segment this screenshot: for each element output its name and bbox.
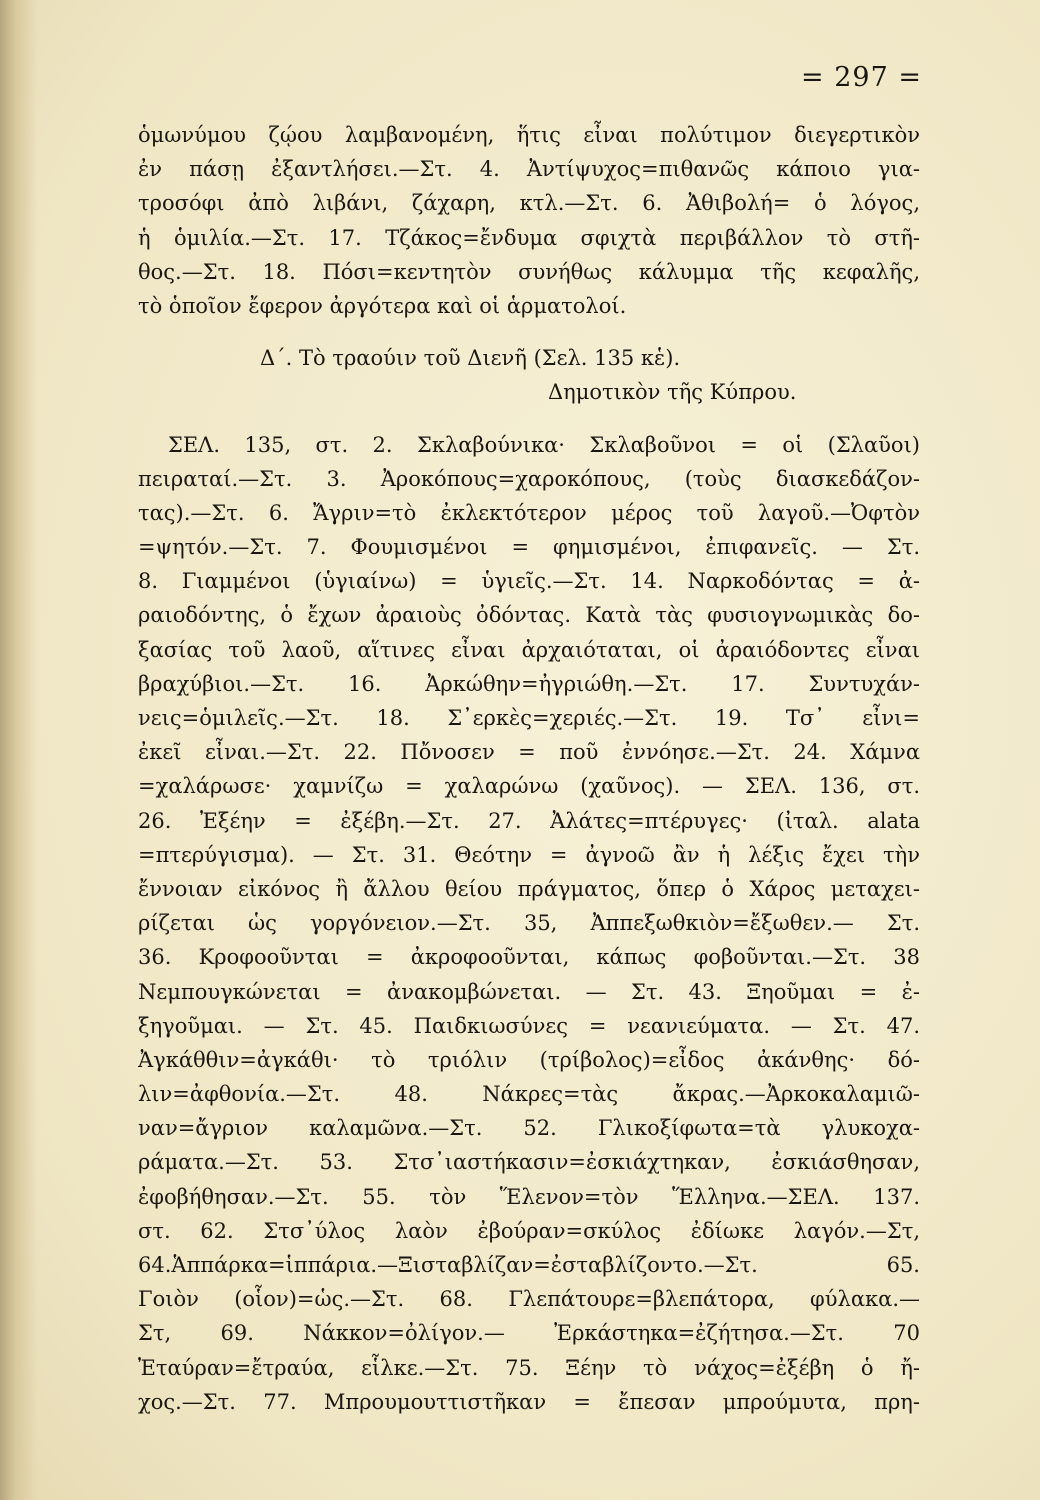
text-line: νεις=ὁμιλεῖς.—Στ. 18. Σ᾿ερκὲς=χεριές.—Στ. 19. Τσ᾿ εἶνι= [138, 706, 920, 730]
text-line: Νεμπουγκώνεται = ἀνακομβώνεται. — Στ. 43. Ξηοῦμαι = ἐ- [138, 979, 920, 1004]
text-line: =χαλάρωσε· χαμνίζω = χαλαρώνω (χαῦνος). — ΣΕΛ. 136, στ. [138, 774, 920, 799]
text-line: 64.Ἁππάρκα=ἱππάρια.—Ξισταβλίζαν=ἐσταβλίζοντο.—Στ. 65. [138, 1253, 920, 1277]
text-line: Ἀγκάθθιν=ἀγκάθι· τὸ τριόλιν (τρίβολος)=εἶδος ἀκάνθης· δό- [138, 1047, 920, 1072]
page-binding-edge [0, 0, 38, 1500]
text-line: ρίζεται ὡς γοργόνειον.—Στ. 35, Ἀππεξωθκιὸν=ἔξωθεν.— Στ. [138, 911, 920, 936]
page-number: = 297 = [801, 62, 922, 93]
text-line: βραχύβιοι.—Στ. 16. Ἀρκώθην=ἠγριώθη.—Στ. 17. Συντυχάν- [138, 671, 920, 696]
text-line: τας).—Στ. 6. Ἄγριν=τὸ ἐκλεκτότερον μέρος τοῦ λαγοῦ.—Ὀφτὸν [138, 500, 920, 525]
text-line: ἐκεῖ εἶναι.—Στ. 22. Πὄνοσεν = ποῦ ἐννόησε.—Στ. 24. Χάμνα [138, 740, 920, 765]
text-line: 36. Κροφοοῦνται = ἀκροφοοῦνται, κάπως φοβοῦνται.—Στ. 38 [138, 945, 920, 970]
text-line: ἐν πάσῃ ἐξαντλήσει.—Στ. 4. Ἀντίψυχος=πιθανῶς κάποιο για- [138, 157, 920, 182]
text-line: =πτερύγισμα). — Στ. 31. Θεότην = ἀγνοῶ ἂν ἡ λέξις ἔχει τὴν [138, 842, 920, 867]
text-line: πειραταί.—Στ. 3. Ἀροκόπους=χαροκόπους, (τοὺς διασκεδάζον- [138, 466, 920, 491]
text-line: στ. 62. Στσ᾿ύλος λαὸν ἐβούραν=σκύλος ἐδίωκε λαγόν.—Στ, [138, 1218, 920, 1243]
text-line: ξηγοῦμαι. — Στ. 45. Παιδκιωσύνες = νεανιεύματα. — Στ. 47. [138, 1013, 920, 1038]
text-line: τροσόφι ἀπὸ λιβάνι, ζάχαρη, κτλ.—Στ. 6. Ἀθιβολή= ὁ λόγος, [138, 191, 920, 216]
text-line: Δημοτικὸν τῆς Κύπρου. [548, 380, 797, 405]
text-line: χος.—Στ. 77. Μπρουμουττιστῆκαν = ἔπεσαν μπρούμυτα, πρη- [138, 1389, 920, 1414]
text-line: Δ΄. Τὸ τραούιν τοῦ Διενῆ (Σελ. 135 κἑ). [260, 346, 681, 371]
text-line: ραιοδόντης, ὁ ἔχων ἀραιοὺς ὀδόντας. Κατὰ τὰς φυσιογνωμικὰς δο- [138, 603, 920, 628]
text-line: ξασίας τοῦ λαοῦ, αἵτινες εἶναι ἀρχαιόταται, οἱ ἀραιόδοντες εἶναι [138, 637, 920, 662]
text-line: ράματα.—Στ. 53. Στσ᾿ιαστήκασιν=ἐσκιάχτηκαν, ἐσκιάσθησαν, [138, 1150, 920, 1175]
text-line: Ἐταύραν=ἔτραύα, εἷλκε.—Στ. 75. Ξέην τὸ νάχος=ἐξέβη ὁ ἤ- [138, 1355, 920, 1380]
text-line: ἔννοιαν εἰκόνος ἢ ἄλλου θείου πράγματος, ὅπερ ὁ Χάρος μεταχει- [138, 876, 920, 901]
text-line: θος.—Στ. 18. Πόσι=κεντητὸν συνήθως κάλυμμα τῆς κεφαλῆς, [138, 259, 920, 284]
text-line: ΣΕΛ. 135, στ. 2. Σκλαβούνικα· Σκλαβοῦνοι = οἱ (Σλαῦοι) [168, 432, 920, 457]
text-line: ὁμωνύμου ζῴου λαμβανομένη, ἥτις εἶναι πολύτιμον διεγερτικὸν [138, 123, 920, 147]
text-line: 8. Γιαμμένοι (ὑγιαίνω) = ὑγιεῖς.—Στ. 14. Ναρκοδόντας = ἀ- [138, 569, 920, 594]
text-line: 26. Ἐξέην = ἐξέβη.—Στ. 27. Ἀλάτες=πτέρυγες· (ἰταλ. alata [138, 808, 920, 833]
text-line: τὸ ὁποῖον ἔφερον ἀργότερα καὶ οἱ ἁρματολοί. [138, 293, 627, 318]
text-line: Στ, 69. Νάκκον=ὀλίγον.— Ἐρκάστηκα=ἐζήτησα.—Στ. 70 [138, 1321, 920, 1346]
text-line: Γοιὸν (οἷον)=ὡς.—Στ. 68. Γλεπάτουρε=βλεπάτορα, φύλακα.— [138, 1287, 920, 1312]
text-line: ναν=ἄγριον καλαμῶνα.—Στ. 52. Γλικοξίφωτα=τὰ γλυκοχα- [138, 1116, 920, 1141]
text-line: ἡ ὁμιλία.—Στ. 17. Τζάκος=ἔνδυμα σφιχτὰ περιβάλλον τὸ στῆ- [138, 225, 920, 250]
text-line: =ψητόν.—Στ. 7. Φουμισμένοι = φημισμένοι, ἐπιφανεῖς. — Στ. [138, 535, 920, 560]
text-line: λιν=ἀφθονία.—Στ. 48. Νάκρες=τὰς ἄκρας.—Ἀρκοκαλαμιῶ- [138, 1082, 920, 1107]
text-line: ἐφοβήθησαν.—Στ. 55. τὸν Ἕλενον=τὸν Ἕλληνα.—ΣΕΛ. 137. [138, 1184, 920, 1209]
page-text [138, 118, 920, 1419]
